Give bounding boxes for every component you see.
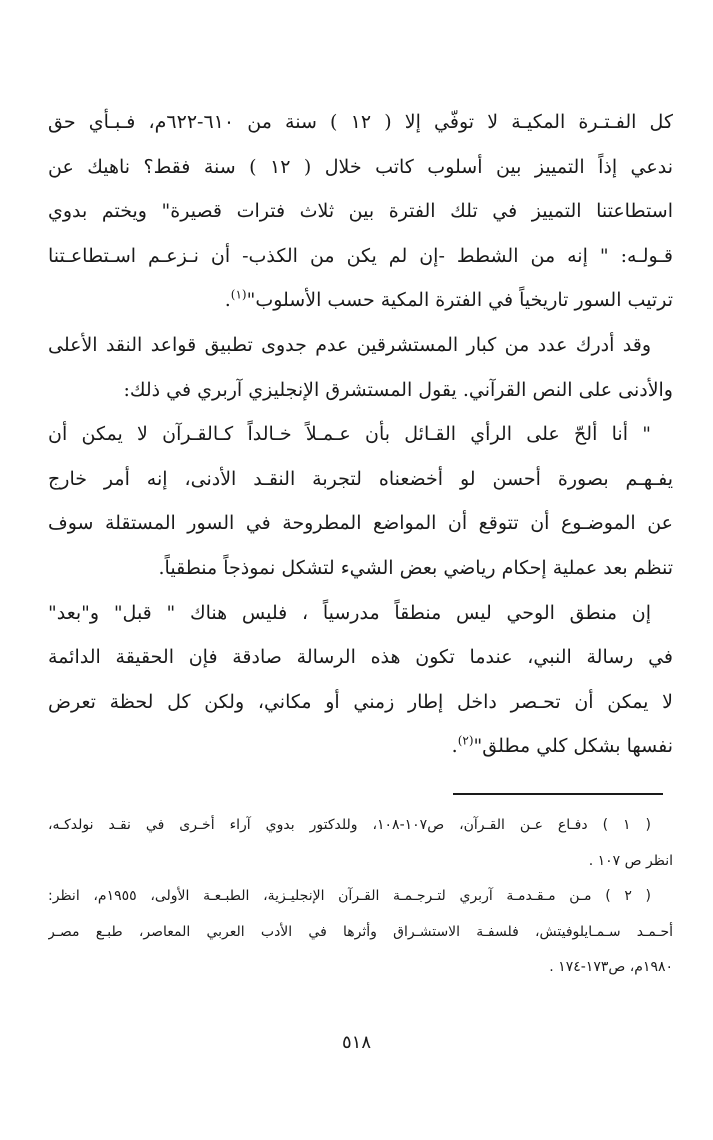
page-number: ٥١٨ [341,1032,371,1053]
body-line-15-end: . [451,735,458,758]
body-line-14: لا يمكن أن تحـصر داخل إطار زمني أو مكاني، ولكن كل لحظة تعرض [48,690,673,713]
footnote-ref-1[interactable]: (١) [230,288,247,303]
footnote-2-line-3: ١٩٨٠م، ص١٧٣-١٧٤ . [549,959,673,975]
body-line-9: يفـهـم بصورة أحسن لو أخضعناه لتجربة النقـد الأدنى، إنه أمر خارج [48,467,673,490]
body-line-2: ندعي إذاً التمييز بين أسلوب كاتب خلال ( ١٢ ) سنة فقط؟ ناهيك عن [48,155,673,178]
body-line-10: عن الموضـوع أن تتوقع أن المواضع المطروحة في السور المستقلة سوف [48,512,673,535]
body-line-8: " أنا ألحّ على الرأي القـائل بأن عـمـلاً خـالداً كـالقـرآن لا يمكن أن [48,423,651,446]
body-line-7: والأدنى على النص القرآني. يقول المستشرق الإنجليزي آربري في ذلك: [123,378,673,401]
footnote-1-line-2: انظر ص ١٠٧ . [588,852,673,869]
footnotes [48,808,673,986]
body-line-6: وقد أدرك عدد من كبار المستشرقين عدم جدوى تطبيق قواعد النقد الأعلى [48,333,651,356]
body-line-5-text: ترتيب السور تاريخياً في الفترة المكية حسب الأسلوب" [246,289,673,312]
body-line-5-end: . [224,289,231,312]
body-line-11: تنظم بعد عملية إحكام رياضي بعض الشيء لتشكل نموذجاً منطقياً. [158,556,673,579]
footnote-ref-2[interactable]: (٢) [457,733,474,748]
body-line-12: إن منطق الوحي ليس منطقاً مدرسياً ، فليس هناك " قبل" و"بعد" [48,601,651,624]
body-line-15-text: نفسها بشكل كلي مطلق" [473,735,673,758]
body-line-15 [48,724,673,769]
footnote-2-line-2: أحـمـد سـمـايلوفيتش، فلسفـة الاستشـراق وأثرها في الأدب العربي المعاصر، طبـع مصـر [48,923,673,940]
body-text [48,100,673,769]
body-line-4: قـولـه: " إنه من الشطط -إن لم يكن من الكذب- أن نـزعـم اسـتطاعـتنا [48,244,673,267]
body-line-13: في رسالة النبي، عندما تكون هذه الرسالة صادقة فإن الحقيقة الدائمة [48,646,673,669]
body-line-5 [48,278,673,323]
footnote-2-line-1: ( ٢ ) مـن مـقـدمـة آربري لتـرجـمـة القـرآن الإنجليـزية، الطبـعـة الأولى، ١٩٥٥م، انظر: [48,888,652,904]
body-line-3: استطاعتنا التمييز في تلك الفترة بين ثلاث فترات قصيرة" ويختم بدوي [48,200,673,223]
body-line-1: كل الفـتـرة المكيـة لا توفّي إلا ( ١٢ ) سنة من ٦١٠-٦٢٢م، فـبـأي حق [48,111,673,133]
footnote-1-line-1: ( ١ ) دفـاع عـن القـرآن، ص١٠٧-١٠٨، وللدكتور بدوي آراء أخـرى في نقـد نولدكـه، [48,817,651,833]
footnote-divider [453,793,663,795]
